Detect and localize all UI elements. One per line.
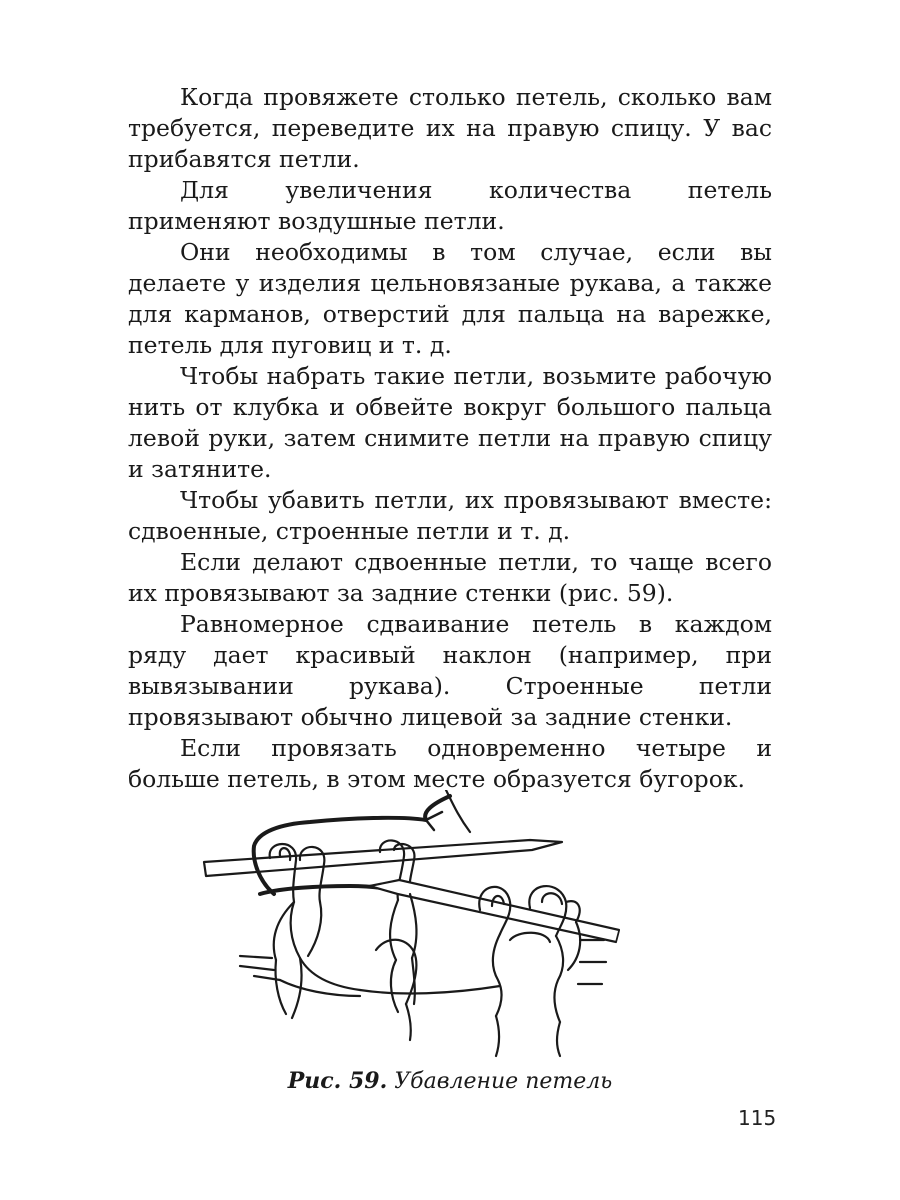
paragraph: Если провязать одновременно четыре и больше петель, в этом месте образуется бугорок. bbox=[128, 734, 772, 793]
paragraph: Когда провяжете столько петель, сколько вам требуется, переведите их на правую спицу. У вас прибавятся петли. bbox=[128, 83, 772, 173]
paragraph: Чтобы убавить петли, их провязывают вместе: сдвоенные, строенные петли и т. д. bbox=[128, 486, 772, 545]
figure-title: Убавление петель bbox=[394, 1069, 613, 1094]
page-number: 115 bbox=[738, 1106, 777, 1130]
paragraph: Для увеличения количества петель применяют воздушные петли. bbox=[128, 176, 772, 235]
right-needle bbox=[370, 880, 620, 942]
knitting-decrease-illustration bbox=[200, 790, 620, 1060]
figure-label: Рис. 59. bbox=[287, 1068, 388, 1094]
paragraph: Они необходимы в том случае, если вы делаете у изделия цельновязаные рукава, а также для карманов, отверстий для пальца на варежке, петель для пуговиц и т. д. bbox=[128, 238, 772, 359]
working-yarn bbox=[254, 790, 470, 894]
paragraph: Если делают сдвоенные петли, то чаще всего их провязывают за задние стенки (рис. 59). bbox=[128, 548, 772, 607]
paragraph: Чтобы набрать такие петли, возьмите рабочую нить от клубка и обвейте вокруг большого пальца левой руки, затем снимите петли на правую спицу и затяните. bbox=[128, 362, 772, 483]
figure-caption bbox=[0, 1068, 900, 1094]
paragraph: Равномерное сдваивание петель в каждом ряду дает красивый наклон (например, при вывязывании рукава). Строенные петли провязывают обычно лицевой за задние стенки. bbox=[128, 610, 772, 731]
body-text bbox=[128, 82, 772, 795]
